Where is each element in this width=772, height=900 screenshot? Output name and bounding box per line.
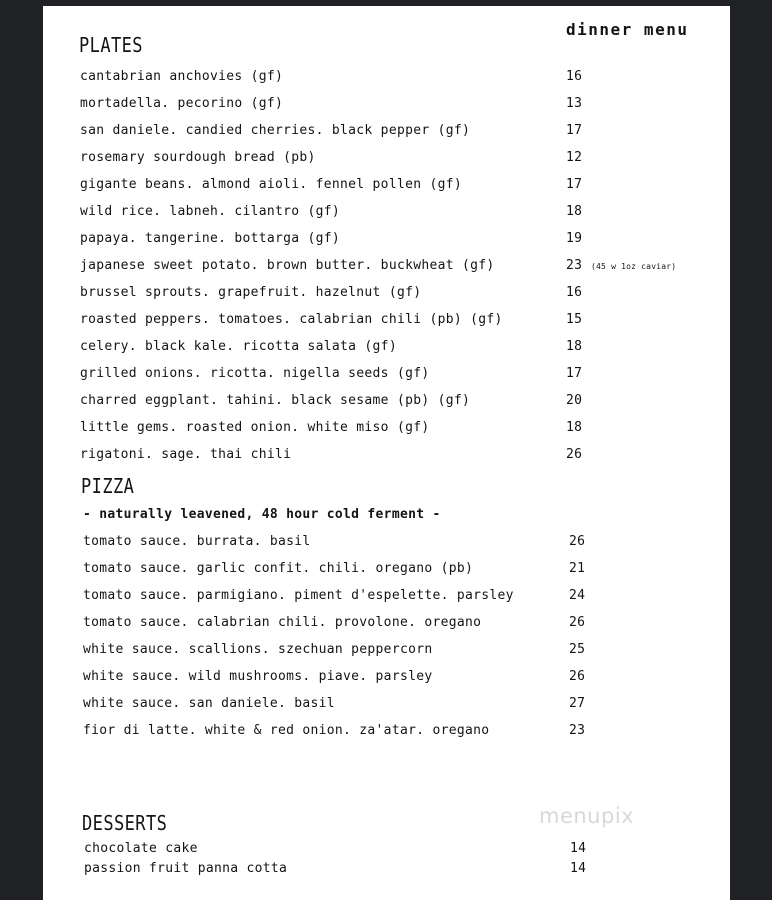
item-price: 16 (566, 285, 583, 300)
menu-page (43, 6, 730, 900)
item-price: 26 (569, 669, 586, 684)
pizza-subtitle: - naturally leavened, 48 hour cold ferment - (83, 507, 441, 522)
item-name: chocolate cake (84, 841, 198, 856)
item-name: white sauce. san daniele. basil (83, 696, 335, 711)
item-price: 27 (569, 696, 586, 711)
item-name: rigatoni. sage. thai chili (80, 447, 292, 462)
item-name: rosemary sourdough bread (pb) (80, 150, 316, 165)
menu-title: dinner menu (566, 20, 689, 39)
item-name: tomato sauce. burrata. basil (83, 534, 311, 549)
item-price: 20 (566, 393, 583, 408)
item-price: 26 (566, 447, 583, 462)
item-name: cantabrian anchovies (gf) (80, 69, 284, 84)
item-name: wild rice. labneh. cilantro (gf) (80, 204, 341, 219)
item-name: san daniele. candied cherries. black pepper (gf) (80, 123, 471, 138)
item-name: little gems. roasted onion. white miso (gf) (80, 420, 430, 435)
item-name: tomato sauce. garlic confit. chili. oregano (pb) (83, 561, 474, 576)
item-name: tomato sauce. calabrian chili. provolone. oregano (83, 615, 482, 630)
item-name: tomato sauce. parmigiano. piment d'espelette. parsley (83, 588, 514, 603)
item-price: 17 (566, 123, 583, 138)
item-price: 26 (569, 615, 586, 630)
item-price: 23 (566, 258, 583, 273)
item-price: 15 (566, 312, 583, 327)
item-price: 26 (569, 534, 586, 549)
item-name: white sauce. wild mushrooms. piave. parsley (83, 669, 433, 684)
item-note: (45 w 1oz caviar) (591, 262, 677, 271)
item-price: 18 (566, 339, 583, 354)
item-price: 14 (570, 861, 587, 876)
menupix-watermark: menupix (539, 804, 635, 828)
item-price: 17 (566, 177, 583, 192)
item-price: 23 (569, 723, 586, 738)
item-name: fior di latte. white & red onion. za'atar. oregano (83, 723, 490, 738)
item-price: 18 (566, 204, 583, 219)
item-price: 13 (566, 96, 583, 111)
item-name: japanese sweet potato. brown butter. buckwheat (gf) (80, 258, 495, 273)
item-name: gigante beans. almond aioli. fennel pollen (gf) (80, 177, 462, 192)
item-price: 12 (566, 150, 583, 165)
item-name: mortadella. pecorino (gf) (80, 96, 284, 111)
item-price: 17 (566, 366, 583, 381)
item-price: 19 (566, 231, 583, 246)
desserts-heading: DESSERTS (82, 811, 168, 835)
item-price: 16 (566, 69, 583, 84)
item-name: brussel sprouts. grapefruit. hazelnut (gf) (80, 285, 422, 300)
item-name: passion fruit panna cotta (84, 861, 288, 876)
item-price: 18 (566, 420, 583, 435)
item-price: 25 (569, 642, 586, 657)
pizza-heading: PIZZA (81, 474, 135, 498)
item-name: celery. black kale. ricotta salata (gf) (80, 339, 397, 354)
item-name: roasted peppers. tomatoes. calabrian chili (pb) (gf) (80, 312, 503, 327)
item-price: 24 (569, 588, 586, 603)
item-name: charred eggplant. tahini. black sesame (pb) (gf) (80, 393, 471, 408)
plates-heading: PLATES (79, 33, 143, 57)
item-name: papaya. tangerine. bottarga (gf) (80, 231, 341, 246)
item-price: 21 (569, 561, 586, 576)
item-name: white sauce. scallions. szechuan peppercorn (83, 642, 433, 657)
item-name: grilled onions. ricotta. nigella seeds (gf) (80, 366, 430, 381)
item-price: 14 (570, 841, 587, 856)
